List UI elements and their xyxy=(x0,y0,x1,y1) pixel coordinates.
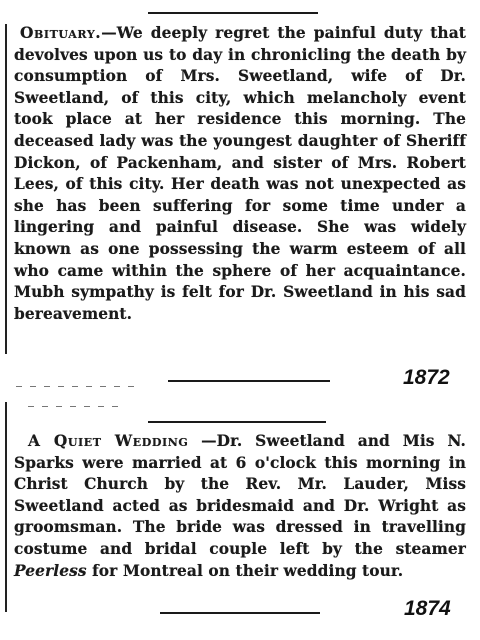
obituary-body: —We deeply regret the painful duty that devolves upon us to day in chronicling the death by consumption of Mrs. Sweetland, wife of Dr. Sweetland, of this city, which melancholy event took place at her residence this morning. The deceased lady was the youngest daughter of Sheriff Dickon, of Packenham, and sister of Mrs. Robert Lees, of this city. Her death was not unexpected as she has been suffering for some time under a lingering and painful disease. She was widely known as one possessing the warm esteem of all who came within the sphere of her acquaintance. Mubh sympathy is felt for Dr. Sweetland in his sad bereavement. xyxy=(14,24,466,323)
faint-top-rule xyxy=(28,406,118,407)
wedding-body-after: for Montreal on their wedding tour. xyxy=(86,561,404,580)
bottom-rule xyxy=(160,612,320,614)
faint-rule xyxy=(16,386,136,387)
obituary-year: 1872 xyxy=(403,366,450,389)
wedding-heading: A Quiet Wedding xyxy=(28,432,189,450)
bottom-rule xyxy=(168,380,330,382)
top-rule xyxy=(148,12,318,14)
wedding-paragraph xyxy=(14,431,466,582)
clipping-left-edge xyxy=(5,402,7,612)
top-rule xyxy=(148,421,326,423)
clipping-left-edge xyxy=(5,24,7,354)
wedding-year: 1874 xyxy=(404,597,451,620)
wedding-body-before: —Dr. Sweetland and Mis N. Sparks were married at 6 o'clock this morning in Christ Church by the Rev. Mr. Lauder, Miss Sweetland acted as bridesmaid and Dr. Wright as groomsman. The bride was dressed in travelling costume and bridal couple left by the steamer xyxy=(14,432,466,558)
steamer-name: Peerless xyxy=(14,561,87,580)
obituary-paragraph xyxy=(14,23,466,325)
obituary-heading: Obituary. xyxy=(20,24,102,42)
